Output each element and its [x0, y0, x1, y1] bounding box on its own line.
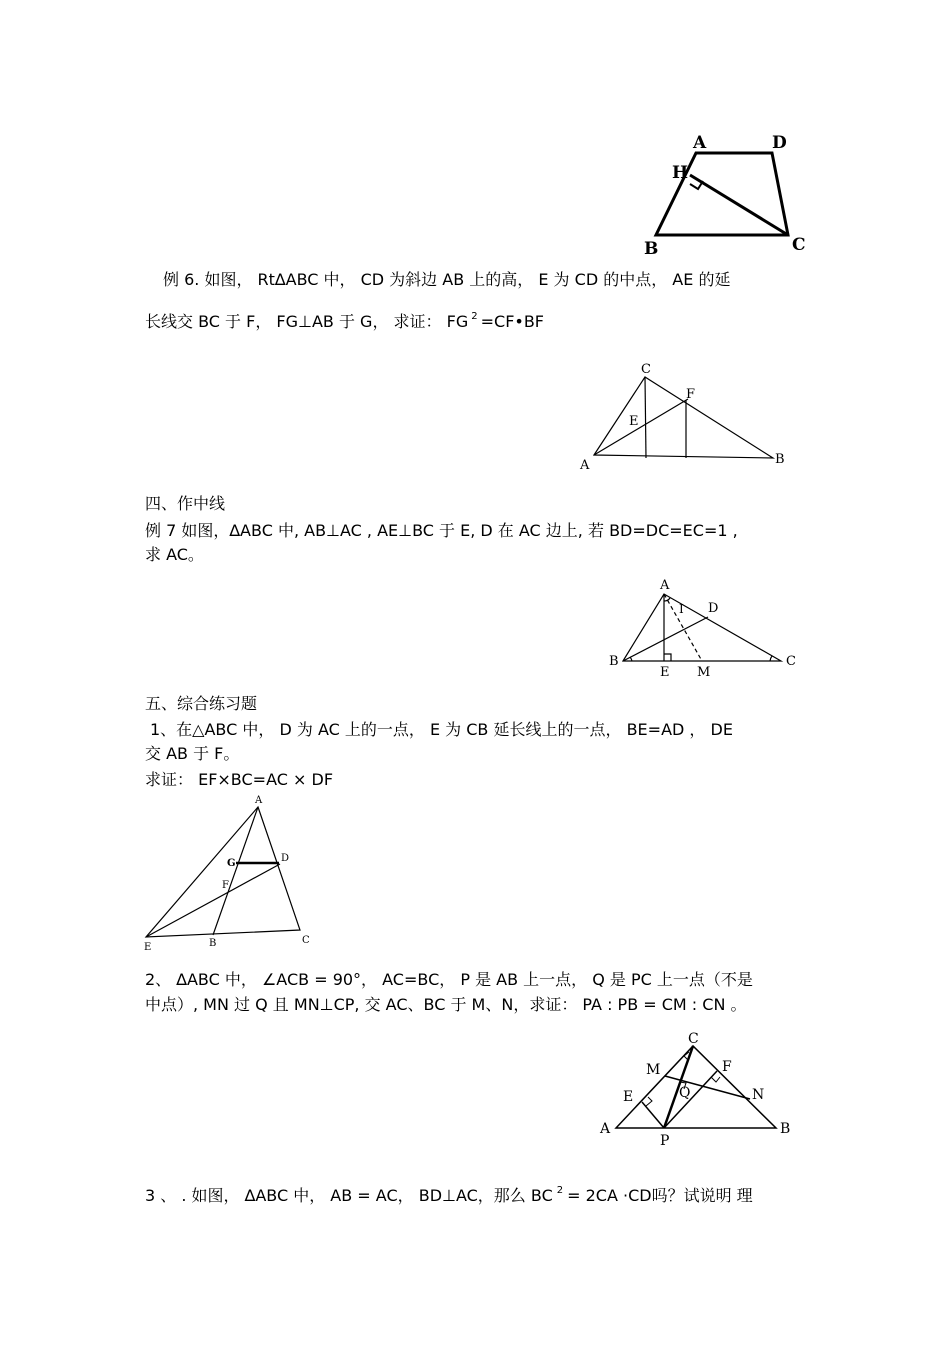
q2-label-M: M: [646, 1062, 661, 1078]
q1-label-B: B: [209, 938, 217, 949]
example6-line2a: 长线交 BC 于 F， FG⊥AB 于 G， 求证： FG: [145, 312, 469, 331]
example7-line2: 求 AC。: [145, 545, 204, 564]
example7-line1: 例 7 如图，∆ABC 中, AB⊥AC , AE⊥BC 于 E, D 在 AC 边上, 若 BD=DC=EC=1 ,: [145, 521, 738, 540]
trap-label-A: A: [693, 133, 707, 153]
q2-label-A: A: [600, 1121, 611, 1137]
fig7-label-M: M: [697, 665, 711, 680]
fig7-label-I: I: [679, 602, 684, 616]
fig7-label-B: B: [609, 654, 619, 669]
q3-line: [145, 1180, 753, 1207]
trap-label-D: D: [772, 133, 787, 153]
example6-sup: 2: [471, 311, 478, 322]
trap-label-B: B: [644, 239, 659, 259]
example6-line1: 例 6. 如图， Rt∆ABC 中， CD 为斜边 AB 上的高， E 为 CD 的中点， AE 的延: [163, 270, 731, 289]
example6-dot: •: [514, 312, 524, 331]
fig6-label-A: A: [580, 458, 590, 473]
q2-label-N: N: [752, 1087, 765, 1103]
section4-heading: 四、作中线: [145, 494, 226, 513]
q1-line3: 求证： EF×BC=AC × DF: [145, 770, 334, 789]
q2-label-B: B: [780, 1121, 791, 1137]
fig6-label-B: B: [775, 452, 785, 467]
q1-line1: 1、在△ABC 中， D 为 AC 上的一点， E 为 CB 延长线上的一点， BE=AD ， DE: [150, 720, 733, 739]
q2-line2: 中点）, MN 过 Q 且 MN⊥CP, 交 AC、BC 于 M、N，求证： PA : PB = CM : CN 。: [145, 995, 747, 1014]
fig7-label-D: D: [708, 601, 719, 616]
q1-label-G: G: [227, 858, 236, 869]
fig6-label-F: F: [686, 387, 696, 402]
q1-label-F: F: [222, 880, 229, 891]
q1-label-D: D: [281, 853, 290, 864]
example6-line2c: BF: [523, 312, 545, 331]
example6-line2b: =CF: [480, 312, 515, 331]
trap-label-H: H: [672, 163, 689, 183]
q1-line2: 交 AB 于 F。: [145, 744, 240, 763]
trap-label-C: C: [792, 235, 806, 255]
fig7-label-E: E: [660, 665, 670, 680]
q2-label-Q: Q: [679, 1085, 691, 1101]
fig7-label-A: A: [660, 578, 670, 593]
q2-label-P: P: [660, 1133, 670, 1149]
q1-label-A: A: [255, 795, 263, 806]
q2-label-F: F: [722, 1059, 732, 1075]
q2-label-E: E: [623, 1089, 634, 1105]
fig6-label-E: E: [629, 414, 639, 429]
fig7-label-C: C: [786, 654, 796, 669]
q3-text-b: = 2CA ·CD吗？试说明 理: [567, 1186, 753, 1205]
q1-label-C: C: [302, 935, 310, 946]
q1-label-E: E: [144, 942, 152, 953]
q3-text-a: 3 、 . 如图， ∆ABC 中， AB = AC， BD⊥AC，那么 BC: [145, 1186, 553, 1205]
q2-label-C: C: [688, 1031, 699, 1047]
section5-heading: 五、综合练习题: [145, 694, 258, 713]
fig6-label-C: C: [641, 362, 651, 377]
q3-sup: 2: [556, 1185, 564, 1196]
q2-line1: 2、 ∆ABC 中， ∠ACB = 90°， AC=BC， P 是 AB 上一点， Q 是 PC 上一点（不是: [145, 970, 753, 989]
